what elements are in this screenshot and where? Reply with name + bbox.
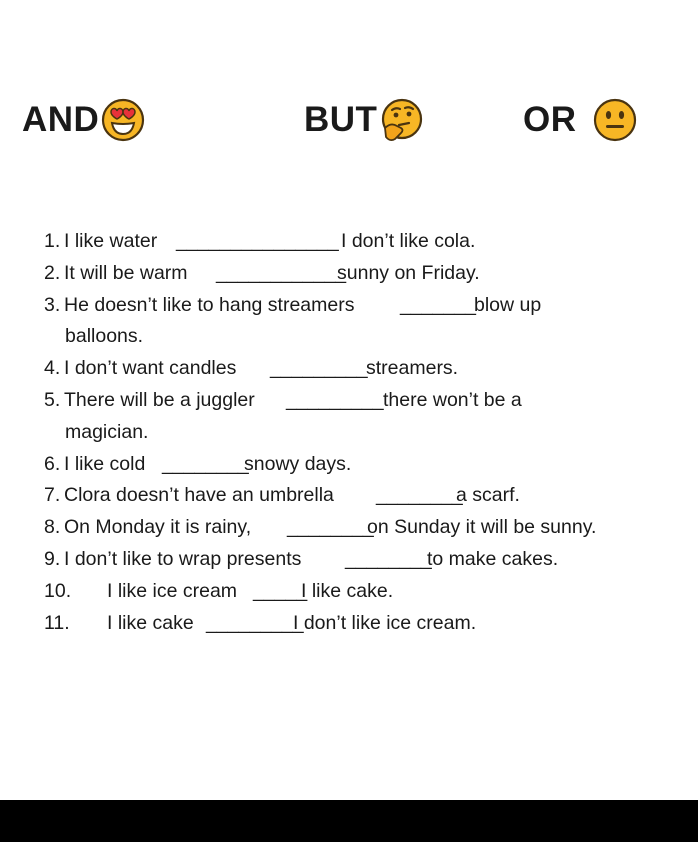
sentence-part-a: Clora doesn’t have an umbrella: [64, 484, 334, 507]
sentence-part-b: snowy days.: [244, 452, 352, 475]
answer-blank: _________: [206, 611, 304, 634]
sentence-part-b: to make cakes.: [427, 548, 559, 570]
heading-but: [304, 97, 423, 143]
heart-eyes-emoji-icon: [101, 98, 145, 142]
sentence-part-a: On Monday it is rainy,: [64, 516, 252, 539]
sentence-part-b: sunny on Friday.: [337, 261, 480, 284]
sentence-part-b: I don’t like cola.: [341, 230, 476, 252]
sentence-part-a: I like cold: [64, 452, 146, 475]
item-number: 7.: [44, 484, 61, 507]
sentence-part-a: I like cake: [107, 611, 194, 634]
item-number: 2.: [44, 261, 61, 284]
and-label: AND: [22, 100, 100, 139]
answer-blank: _______: [400, 293, 476, 316]
black-bottom-bar: [0, 800, 698, 842]
heading-and: [22, 97, 145, 143]
item-number: 3.: [44, 293, 61, 316]
heading-or: [523, 97, 637, 143]
item-number: 10.: [44, 579, 72, 602]
answer-blank: _________: [270, 357, 368, 380]
answer-blank: _______________: [176, 230, 339, 252]
sentence-continuation: balloons.: [65, 325, 144, 348]
sentence-part-a: I like ice cream: [107, 579, 238, 602]
sentence-part-b: I like cake.: [301, 579, 394, 602]
sentence-part-b: on Sunday it will be sunny.: [367, 516, 597, 539]
sentence-part-b: streamers.: [366, 357, 459, 380]
item-number: 4.: [44, 357, 61, 380]
answer-blank: ________: [287, 516, 374, 539]
or-label: OR: [523, 100, 577, 139]
sentence-part-a: I don’t like to wrap presents: [64, 548, 302, 570]
but-label: BUT: [304, 100, 378, 139]
neutral-face-emoji-icon: [593, 98, 637, 142]
sentence-part-b: I don’t like ice cream.: [293, 611, 477, 634]
sentence-part-a: I don’t want candles: [64, 357, 237, 380]
item-number: 5.: [44, 389, 61, 411]
sentence-part-b: blow up: [474, 293, 542, 316]
sentence-part-a: He doesn’t like to hang streamers: [64, 293, 355, 316]
sentence-part-a: There will be a juggler: [64, 389, 255, 411]
answer-blank: ____________: [216, 261, 347, 284]
sentence-part-b: a scarf.: [456, 484, 520, 507]
item-number: 11.: [44, 611, 70, 634]
sentence-continuation: magician.: [65, 420, 149, 443]
item-number: 6.: [44, 452, 61, 475]
answer-blank: ________: [345, 548, 432, 570]
answer-blank: _____: [253, 579, 308, 602]
answer-blank: ________: [376, 484, 463, 507]
item-number: 8.: [44, 516, 61, 539]
sentence-part-a: It will be warm: [64, 261, 188, 284]
thinking-emoji-icon: [379, 98, 423, 142]
item-number: 1.: [44, 230, 61, 252]
item-number: 9.: [44, 548, 61, 570]
sentence-part-a: I like water: [64, 230, 158, 252]
answer-blank: _________: [286, 389, 384, 411]
sentence-part-b: there won’t be a: [383, 389, 522, 411]
answer-blank: ________: [162, 452, 249, 475]
